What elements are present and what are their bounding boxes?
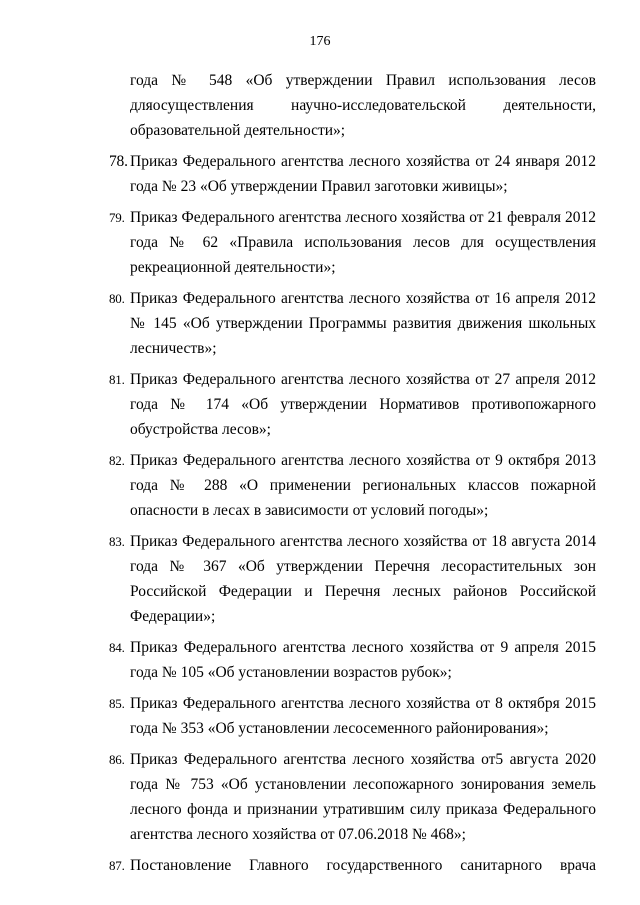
list-item-number: 85.	[109, 696, 125, 711]
list-item	[109, 205, 596, 280]
list-item-number: 82.	[109, 453, 125, 468]
list-item	[109, 149, 596, 199]
list-item-text: Приказ Федерального агентства лесного хозяйства от 24 января 2012 года № 23 «Об утверждении Правил заготовки живицы»;	[130, 153, 596, 195]
list-item-number: 80.	[109, 291, 125, 306]
list-item-text: Приказ Федерального агентства лесного хозяйства от 21 февраля 2012 года № 62 «Правила использования лесов для осуществления рекреационной деятельности»;	[130, 209, 596, 276]
list-item-text: Приказ Федерального агентства лесного хозяйства от5 августа 2020 года № 753 «Об установлении лесопожарного зонирования земель лесного фонда и признании утратившим силу приказа Федерального агентства лесного хозяйства от 07.06.2018 № 468»;	[130, 751, 596, 843]
list-item	[109, 635, 596, 685]
list-item-number: 79.	[109, 210, 125, 225]
list-item-text: Приказ Федерального агентства лесного хозяйства от 8 октября 2015 года № 353 «Об установлении лесосеменного районирования»;	[130, 695, 596, 737]
list-item	[109, 691, 596, 741]
list-item	[109, 68, 596, 143]
list-item	[109, 529, 596, 629]
list-item-text: Постановление Главного государственного санитарного врача	[130, 857, 596, 874]
list-item-number: 84.	[109, 640, 125, 655]
list-item	[109, 286, 596, 361]
list-item	[109, 747, 596, 847]
list-item-text: Приказ Федерального агентства лесного хозяйства от 9 апреля 2015 года № 105 «Об установлении возрастов рубок»;	[130, 639, 596, 681]
list-item	[109, 448, 596, 523]
list-item-number: 78.	[109, 153, 128, 170]
list-item-number: 87.	[109, 858, 125, 873]
page-number: 176	[309, 34, 331, 49]
list-item-number: 86.	[109, 752, 125, 767]
list-item-number: 83.	[109, 534, 125, 549]
list-item-text: Приказ Федерального агентства лесного хозяйства от 16 апреля 2012 № 145 «Об утверждении Программы развития движения школьных лесничеств»;	[130, 290, 596, 357]
list-item-number: 81.	[109, 372, 125, 387]
list-item-text: Приказ Федерального агентства лесного хозяйства от 9 октября 2013 года № 288 «О применении региональных классов пожарной опасности в лесах в зависимости от условий погоды»;	[130, 452, 596, 519]
reference-list	[109, 68, 596, 884]
list-item	[109, 367, 596, 442]
list-item-text: Приказ Федерального агентства лесного хозяйства от 18 августа 2014 года № 367 «Об утверждении Перечня лесорастительных зон Российской Федерации и Перечня лесных районов Российской Федерации»;	[130, 533, 596, 625]
list-item-text: Приказ Федерального агентства лесного хозяйства от 27 апреля 2012 года № 174 «Об утверждении Нормативов противопожарного обустройства лесов»;	[130, 371, 596, 438]
list-item-text: года № 548 «Об утверждении Правил использования лесов дляосуществления научно-исследовательской деятельности, образовательной деятельности»;	[130, 72, 596, 139]
list-item	[109, 853, 596, 878]
